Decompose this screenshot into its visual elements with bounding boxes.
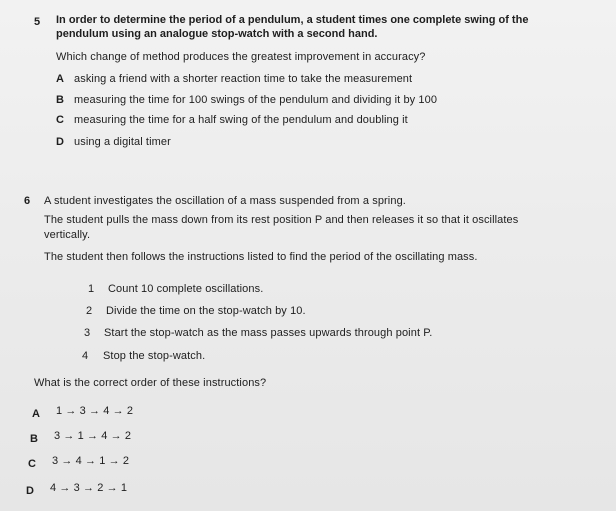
q5-option-c-letter: C [56, 114, 64, 126]
q5-option-d-letter: D [56, 136, 64, 148]
step-4-number: 4 [82, 350, 89, 362]
q6-option-b-text[interactable]: 3 → 1 → 4 → 2 [54, 430, 132, 442]
q6-option-c-letter: C [28, 458, 36, 470]
q5-option-b-text[interactable]: measuring the time for 100 swings of the pendulum and dividing it by 100 [74, 94, 438, 106]
question-5-stem-line-1: In order to determine the period of a pendulum, a student times one complete swing of the [56, 14, 529, 26]
step-3-number: 3 [84, 327, 91, 339]
q6-option-a-text[interactable]: 1 → 3 → 4 → 2 [56, 405, 134, 417]
step-1-text: Count 10 complete oscillations. [108, 283, 264, 295]
q5-option-d-text[interactable]: using a digital timer [74, 136, 171, 148]
question-6-prompt: What is the correct order of these instructions? [34, 377, 267, 389]
question-6-para1-line-2: vertically. [44, 229, 91, 241]
step-2-number: 2 [86, 305, 93, 317]
question-6-number: 6 [24, 195, 31, 207]
q6-option-a-letter: A [32, 408, 40, 420]
question-5-prompt: Which change of method produces the greatest improvement in accuracy? [56, 51, 426, 63]
q5-option-a-letter: A [56, 73, 64, 85]
question-5-number: 5 [34, 16, 41, 28]
step-2-text: Divide the time on the stop-watch by 10. [106, 305, 306, 317]
question-6-intro: A student investigates the oscillation of a mass suspended from a spring. [44, 195, 406, 207]
q6-option-b-letter: B [30, 433, 38, 445]
q6-option-d-letter: D [26, 485, 34, 497]
step-4-text: Stop the stop-watch. [103, 350, 206, 362]
question-6-para2: The student then follows the instructions listed to find the period of the oscillating mass. [44, 251, 478, 263]
question-5-stem-line-2: pendulum using an analogue stop-watch with a second hand. [56, 28, 378, 40]
q6-option-d-text[interactable]: 4 → 3 → 2 → 1 [50, 482, 128, 494]
q5-option-c-text[interactable]: measuring the time for a half swing of the pendulum and doubling it [74, 114, 408, 126]
step-3-text: Start the stop-watch as the mass passes upwards through point P. [104, 327, 433, 339]
step-1-number: 1 [88, 283, 95, 295]
question-6-para1-line-1: The student pulls the mass down from its rest position P and then releases it so that it oscillates [44, 214, 519, 226]
q5-option-a-text[interactable]: asking a friend with a shorter reaction time to take the measurement [74, 73, 413, 85]
q5-option-b-letter: B [56, 94, 64, 106]
q6-option-c-text[interactable]: 3 → 4 → 1 → 2 [52, 455, 130, 467]
